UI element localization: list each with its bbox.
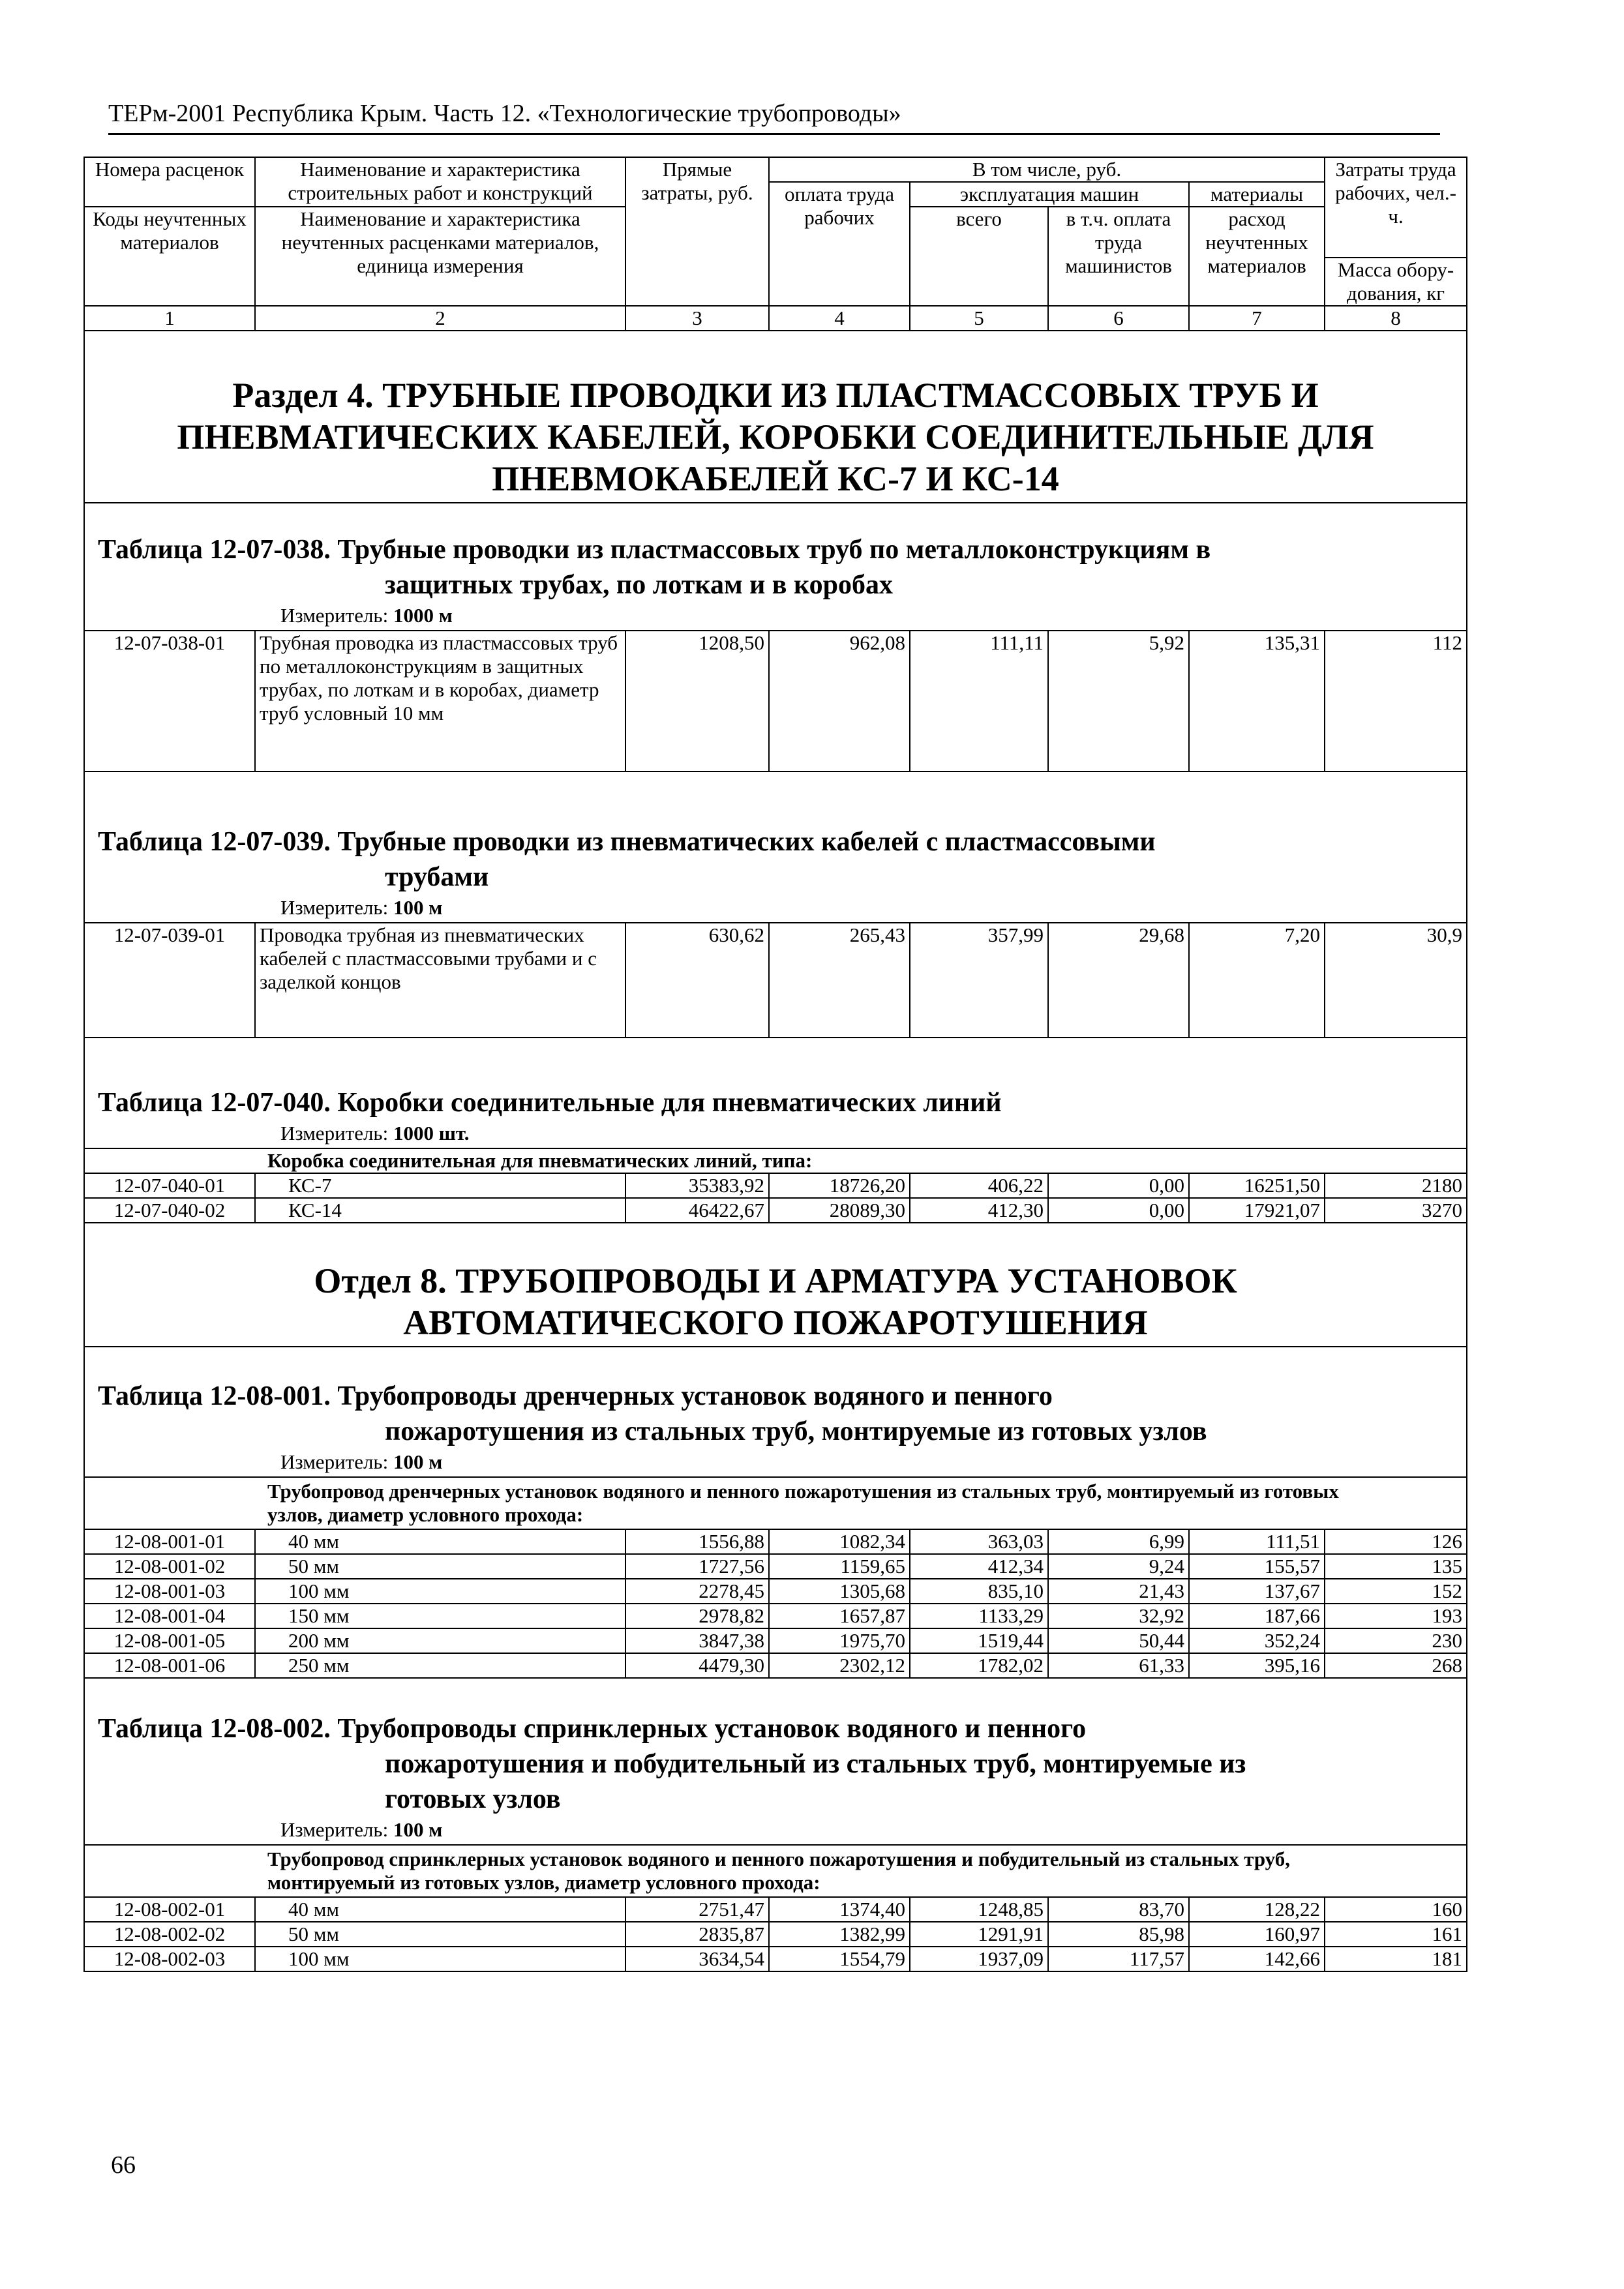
section-4-title: Раздел 4. ТРУБНЫЕ ПРОВОДКИ ИЗ ПЛАСТМАССОВЫХ ТРУБ И ПНЕВМАТИЧЕСКИХ КАБЕЛЕЙ, КОРОБКИ СОЕДИНИТЕЛЬНЫЕ ДЛЯ ПНЕВМОКАБЕЛЕЙ КС-7 И КС-14	[177, 376, 1374, 498]
machines-total: 1782,02	[910, 1653, 1048, 1678]
table-08-002-title-line1: Таблица 12-08-002. Трубопроводы спринклерных установок водяного и пенного	[98, 1714, 1087, 1744]
rate-name: 50 мм	[255, 1554, 625, 1579]
rate-code: 12-08-002-03	[84, 1947, 255, 1971]
direct-cost: 4479,30	[625, 1653, 769, 1678]
labor-hours: 161	[1325, 1922, 1467, 1947]
direct-cost: 3847,38	[625, 1628, 769, 1653]
machinist-pay: 29,68	[1048, 923, 1189, 1038]
column-number: 4	[769, 306, 910, 331]
labor-hours: 135	[1325, 1554, 1467, 1579]
page-header: ТЕРм-2001 Республика Крым. Часть 12. «Технологические трубопроводы»	[108, 98, 1440, 135]
labor-hours: 160	[1325, 1897, 1467, 1922]
rate-code: 12-07-040-02	[84, 1198, 255, 1223]
direct-cost: 630,62	[625, 923, 769, 1038]
rates-table	[83, 157, 1467, 1972]
labor-hours: 268	[1325, 1653, 1467, 1678]
col1-top-header: Номера расценок	[84, 157, 255, 207]
column-number: 8	[1325, 306, 1467, 331]
labor-pay: 1374,40	[769, 1897, 910, 1922]
column-number: 6	[1048, 306, 1189, 331]
machinist-pay: 50,44	[1048, 1628, 1189, 1653]
col6-header: в т.ч. оплата труда машинистов	[1048, 207, 1189, 306]
materials-cost: 7,20	[1189, 923, 1325, 1038]
machinist-pay: 61,33	[1048, 1653, 1189, 1678]
labor-pay: 1975,70	[769, 1628, 910, 1653]
labor-pay: 1657,87	[769, 1604, 910, 1628]
machines-total: 412,34	[910, 1554, 1048, 1579]
materials-header: материалы	[1189, 182, 1325, 207]
direct-cost: 1727,56	[625, 1554, 769, 1579]
machinist-pay: 32,92	[1048, 1604, 1189, 1628]
table-040-meter: Измеритель: 1000 шт.	[280, 1122, 470, 1144]
table-038-title-line1: Таблица 12-07-038. Трубные проводки из пластмассовых труб по металлоконструкциям в	[98, 535, 1211, 565]
machinist-pay: 117,57	[1048, 1947, 1189, 1971]
labor-hours: 230	[1325, 1628, 1467, 1653]
labor-pay: 28089,30	[769, 1198, 910, 1223]
rate-name: 100 мм	[255, 1579, 625, 1604]
labor-hours: 3270	[1325, 1198, 1467, 1223]
rate-name: 40 мм	[255, 1529, 625, 1554]
labor-pay: 1382,99	[769, 1922, 910, 1947]
rate-code: 12-08-001-06	[84, 1653, 255, 1678]
table-08-001-title-line1: Таблица 12-08-001. Трубопроводы дренчерных установок водяного и пенного	[98, 1381, 1053, 1411]
machines-total: 111,11	[910, 631, 1048, 771]
table-row	[84, 1173, 1467, 1198]
rate-code: 12-08-001-01	[84, 1529, 255, 1554]
labor-hours: 152	[1325, 1579, 1467, 1604]
rate-name: 40 мм	[255, 1897, 625, 1922]
rate-name: 250 мм	[255, 1653, 625, 1678]
machinist-pay: 85,98	[1048, 1922, 1189, 1947]
table-040-title: Таблица 12-07-040. Коробки соединительные для пневматических линий	[98, 1088, 1002, 1118]
rates-table-frame	[83, 157, 1466, 2125]
machinist-pay: 6,99	[1048, 1529, 1189, 1554]
machines-total: 406,22	[910, 1173, 1048, 1198]
materials-cost: 155,57	[1189, 1554, 1325, 1579]
table-row	[84, 1628, 1467, 1653]
labor-hours: 181	[1325, 1947, 1467, 1971]
rate-code: 12-08-001-02	[84, 1554, 255, 1579]
machines-total: 1519,44	[910, 1628, 1048, 1653]
table-row	[84, 1554, 1467, 1579]
labor-hours: 112	[1325, 631, 1467, 771]
column-number: 1	[84, 306, 255, 331]
column-number: 5	[910, 306, 1048, 331]
direct-cost: 2751,47	[625, 1897, 769, 1922]
materials-cost: 135,31	[1189, 631, 1325, 771]
col1-bottom-header: Коды неучтенных материалов	[84, 207, 255, 306]
machinist-pay: 83,70	[1048, 1897, 1189, 1922]
rate-name: Трубная проводка из пластмассовых труб по металлоконструкциям в защитных трубах, по лоткам и в коробах, диаметр труб условный 10 мм	[255, 631, 625, 771]
table-row	[84, 1947, 1467, 1971]
machines-total: 1291,91	[910, 1922, 1048, 1947]
rate-name: КС-7	[255, 1173, 625, 1198]
materials-cost: 111,51	[1189, 1529, 1325, 1554]
table-08-001-title-line2: пожаротушения из стальных труб, монтируемые из готовых узлов	[385, 1416, 1207, 1446]
machines-total: 357,99	[910, 923, 1048, 1038]
col4-header: оплата труда рабочих	[769, 182, 910, 306]
table-08-001-meter: Измеритель: 100 м	[280, 1450, 443, 1473]
labor-hours: 193	[1325, 1604, 1467, 1628]
section-8-title: Отдел 8. ТРУБОПРОВОДЫ И АРМАТУРА УСТАНОВОК АВТОМАТИЧЕСКОГО ПОЖАРОТУШЕНИЯ	[314, 1261, 1237, 1342]
machines-total: 412,30	[910, 1198, 1048, 1223]
table-039-meter: Измеритель: 100 м	[280, 896, 443, 919]
col8-bottom-header: Масса обору-дования, кг	[1325, 258, 1467, 306]
machines-total: 1133,29	[910, 1604, 1048, 1628]
table-08-002-subhead: Трубопровод спринклерных установок водяного и пенного пожаротушения и побудительный из стальных труб, монтируемый из готовых узлов, диаметр условного прохода:	[84, 1845, 1467, 1897]
rate-code: 12-07-038-01	[84, 631, 255, 771]
machinist-pay: 21,43	[1048, 1579, 1189, 1604]
direct-cost: 1556,88	[625, 1529, 769, 1554]
rate-name: 100 мм	[255, 1947, 625, 1971]
labor-hours: 126	[1325, 1529, 1467, 1554]
machinist-pay: 9,24	[1048, 1554, 1189, 1579]
rate-code: 12-07-039-01	[84, 923, 255, 1038]
table-row	[84, 1922, 1467, 1947]
materials-cost: 16251,50	[1189, 1173, 1325, 1198]
machinist-pay: 5,92	[1048, 631, 1189, 771]
column-number: 3	[625, 306, 769, 331]
direct-cost: 2278,45	[625, 1579, 769, 1604]
table-row	[84, 1529, 1467, 1554]
machines-header: эксплуатация машин	[910, 182, 1189, 207]
materials-cost: 160,97	[1189, 1922, 1325, 1947]
table-row	[84, 631, 1467, 771]
materials-cost: 395,16	[1189, 1653, 1325, 1678]
labor-hours: 2180	[1325, 1173, 1467, 1198]
incl-header: В том числе, руб.	[769, 157, 1325, 182]
table-039-title-line2: трубами	[385, 862, 489, 892]
direct-cost: 46422,67	[625, 1198, 769, 1223]
table-row	[84, 1653, 1467, 1678]
table-row	[84, 923, 1467, 1038]
machines-total: 1937,09	[910, 1947, 1048, 1971]
table-08-002-meter: Измеритель: 100 м	[280, 1818, 443, 1841]
labor-pay: 2302,12	[769, 1653, 910, 1678]
table-row	[84, 1198, 1467, 1223]
direct-cost: 2978,82	[625, 1604, 769, 1628]
table-038-meter: Измеритель: 1000 м	[280, 604, 453, 627]
rate-code: 12-08-001-03	[84, 1579, 255, 1604]
labor-pay: 1082,34	[769, 1529, 910, 1554]
machinist-pay: 0,00	[1048, 1198, 1189, 1223]
machinist-pay: 0,00	[1048, 1173, 1189, 1198]
table-08-002-title-line2: пожаротушения и побудительный из стальных труб, монтируемые из	[385, 1749, 1246, 1779]
direct-cost: 3634,54	[625, 1947, 769, 1971]
table-row	[84, 1604, 1467, 1628]
rate-name: Проводка трубная из пневматических кабелей с пластмассовыми трубами и с заделкой концов	[255, 923, 625, 1038]
rate-name: 200 мм	[255, 1628, 625, 1653]
rate-code: 12-08-001-05	[84, 1628, 255, 1653]
table-08-002-title-line3: готовых узлов	[385, 1784, 561, 1814]
table-08-001-subhead: Трубопровод дренчерных установок водяного и пенного пожаротушения из стальных труб, монтируемый из готовых узлов, диаметр условного прохода:	[84, 1477, 1467, 1529]
col2-bottom-header: Наименование и характеристика неучтенных расценками материалов, единица измерения	[255, 207, 625, 306]
machines-total: 363,03	[910, 1529, 1048, 1554]
labor-pay: 1305,68	[769, 1579, 910, 1604]
direct-cost: 1208,50	[625, 631, 769, 771]
rate-code: 12-08-002-01	[84, 1897, 255, 1922]
col7-header: расход неучтенных материалов	[1189, 207, 1325, 306]
direct-cost: 2835,87	[625, 1922, 769, 1947]
col8-top-header: Затраты труда рабочих, чел.-ч.	[1325, 157, 1467, 258]
rate-code: 12-08-001-04	[84, 1604, 255, 1628]
labor-pay: 265,43	[769, 923, 910, 1038]
table-row	[84, 1897, 1467, 1922]
rate-name: КС-14	[255, 1198, 625, 1223]
page-number: 66	[111, 2151, 136, 2179]
table-row	[84, 1579, 1467, 1604]
labor-hours: 30,9	[1325, 923, 1467, 1038]
column-number: 2	[255, 306, 625, 331]
direct-cost: 35383,92	[625, 1173, 769, 1198]
column-number: 7	[1189, 306, 1325, 331]
materials-cost: 17921,07	[1189, 1198, 1325, 1223]
materials-cost: 352,24	[1189, 1628, 1325, 1653]
materials-cost: 137,67	[1189, 1579, 1325, 1604]
table-038-title-line2: защитных трубах, по лоткам и в коробах	[385, 570, 893, 600]
col2-top-header: Наименование и характеристика строительных работ и конструкций	[255, 157, 625, 207]
materials-cost: 187,66	[1189, 1604, 1325, 1628]
labor-pay: 18726,20	[769, 1173, 910, 1198]
rate-code: 12-07-040-01	[84, 1173, 255, 1198]
table-040-subhead: Коробка соединительная для пневматических линий, типа:	[84, 1148, 1467, 1173]
materials-cost: 142,66	[1189, 1947, 1325, 1971]
labor-pay: 1159,65	[769, 1554, 910, 1579]
col5-header: всего	[910, 207, 1048, 306]
machines-total: 1248,85	[910, 1897, 1048, 1922]
table-039-title-line1: Таблица 12-07-039. Трубные проводки из пневматических кабелей с пластмассовыми	[98, 827, 1156, 857]
labor-pay: 962,08	[769, 631, 910, 771]
rate-name: 150 мм	[255, 1604, 625, 1628]
machines-total: 835,10	[910, 1579, 1048, 1604]
rate-code: 12-08-002-02	[84, 1922, 255, 1947]
col3-header: Прямые затраты, руб.	[625, 157, 769, 306]
rate-name: 50 мм	[255, 1922, 625, 1947]
materials-cost: 128,22	[1189, 1897, 1325, 1922]
labor-pay: 1554,79	[769, 1947, 910, 1971]
